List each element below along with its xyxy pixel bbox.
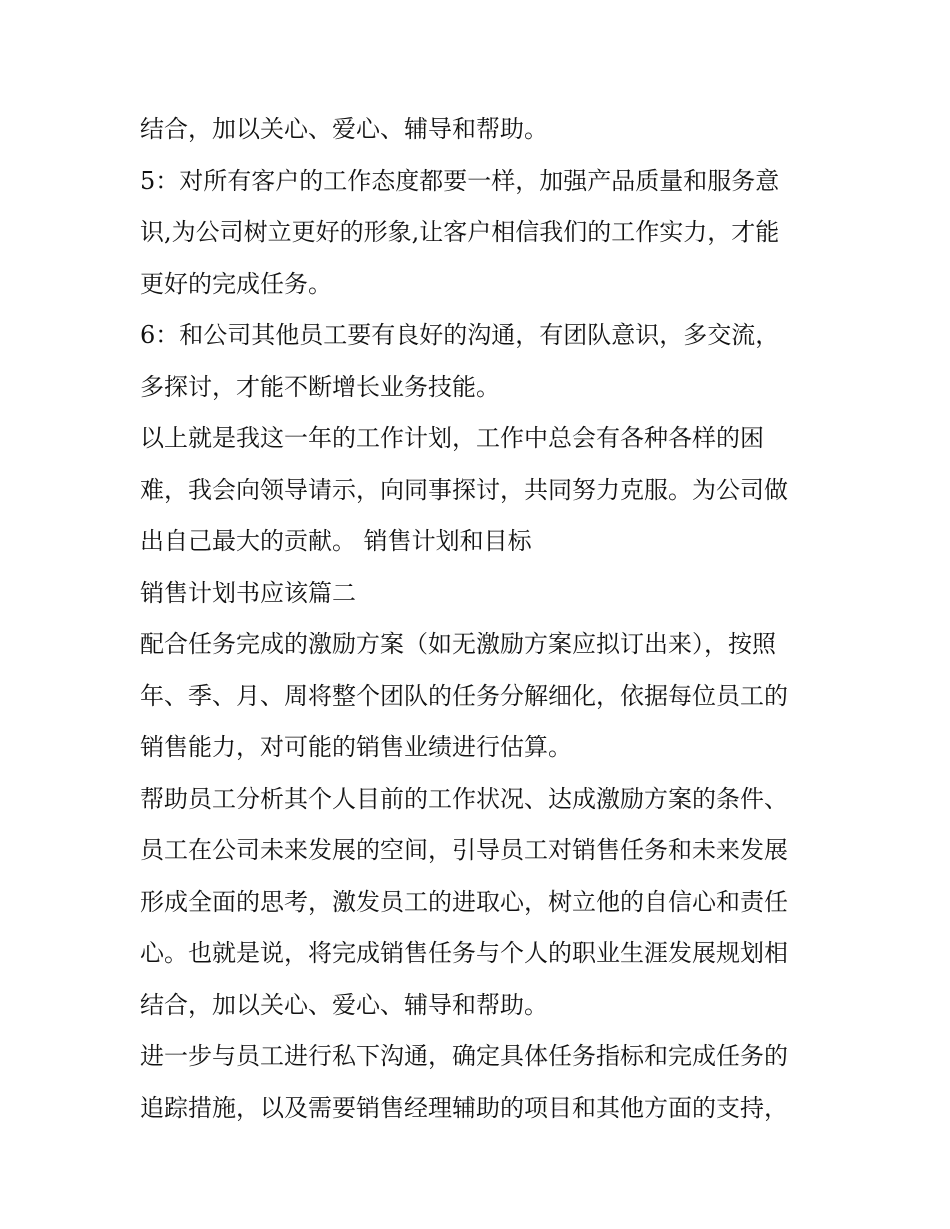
text-line: 5：对所有客户的工作态度都要一样，加强产品质量和服务意 [140,166,780,195]
text-line: 多探讨，才能不断增长业务技能。 [140,372,500,401]
text-line: 帮助员工分析其个人目前的工作状况、达成激励方案的条件、 [140,784,788,813]
text-line: 识,为公司树立更好的形象,让客户相信我们的工作实力，才能 [140,218,780,246]
text-line: 出自己最大的贡献。 销售计划和目标 [140,527,532,555]
text-line: 结合，加以关心、爱心、辅导和帮助。 [140,990,548,1019]
text-line: 追踪措施，以及需要销售经理辅助的项目和其他方面的支持， [140,1093,788,1122]
text-line: 进一步与员工进行私下沟通，确定具体任务指标和完成任务的 [140,1042,788,1070]
text-line: 更好的完成任务。 [140,269,332,298]
document-body [140,104,820,1134]
text-line: 年、季、月、周将整个团队的任务分解细化，依据每位员工的 [140,681,788,710]
text-line: 配合任务完成的激励方案（如无激励方案应拟订出来），按照 [140,630,776,658]
text-line: 难，我会向领导请示，向同事探讨，共同努力克服。为公司做 [140,475,788,504]
text-line: 销售能力，对可能的销售业绩进行估算。 [140,733,572,761]
section-heading: 销售计划书应该篇二 [140,578,356,607]
text-line: 以上就是我这一年的工作计划，工作中总会有各种各样的困 [140,424,764,452]
text-line: 员工在公司未来发展的空间，引导员工对销售任务和未来发展 [140,836,788,864]
text-line: 心。也就是说，将完成销售任务与个人的职业生涯发展规划相 [140,939,788,967]
text-line: 结合，加以关心、爱心、辅导和帮助。 [140,115,548,143]
text-line: 形成全面的思考，激发员工的进取心，树立他的自信心和责任 [140,887,788,916]
text-line: 6：和公司其他员工要有良好的沟通，有团队意识，多交流， [140,321,780,349]
